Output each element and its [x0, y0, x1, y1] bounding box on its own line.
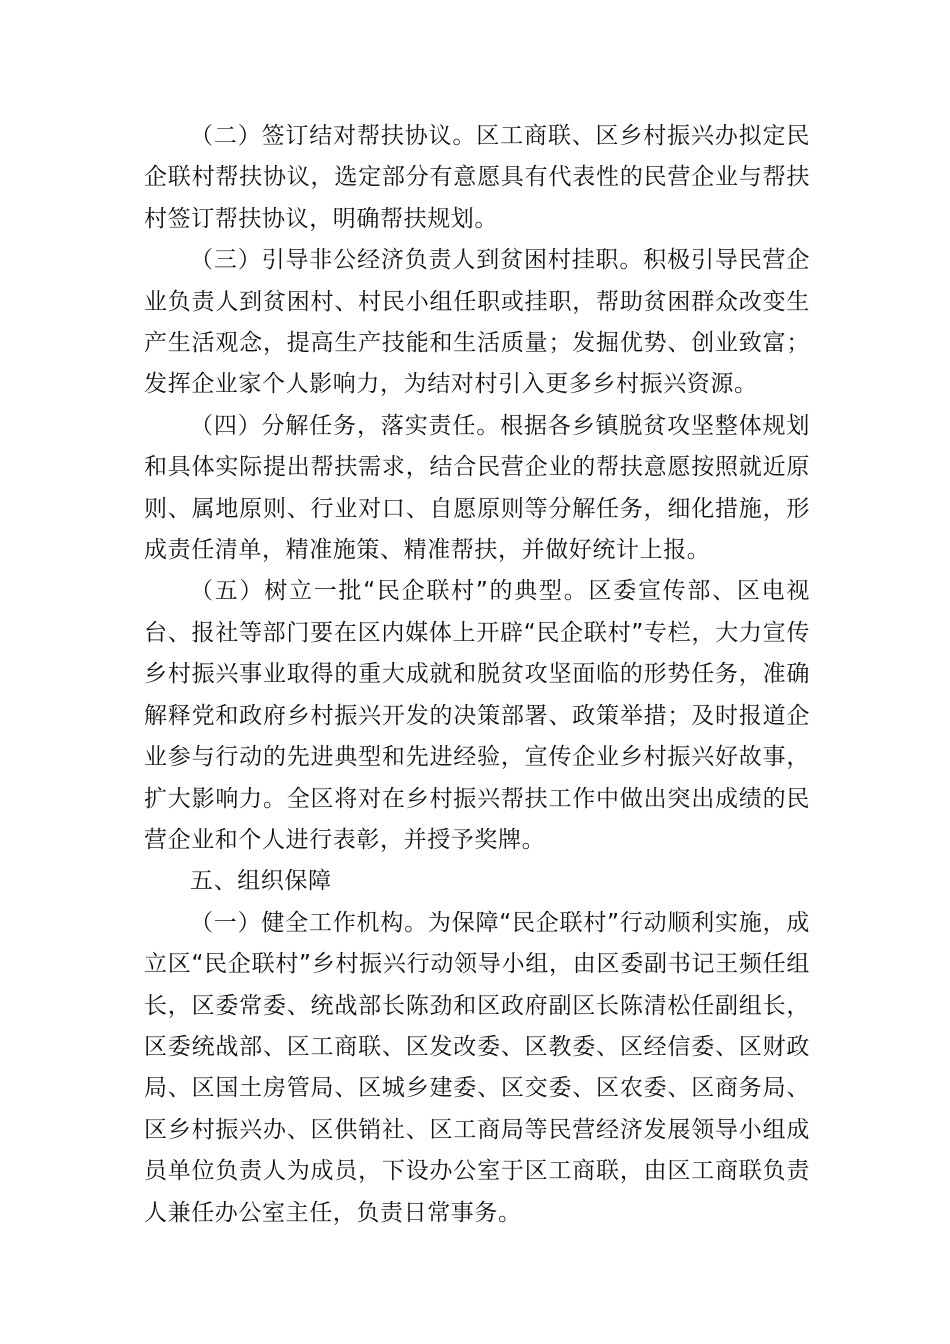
paragraph-work-organization: （一）健全工作机构。为保障“民企联村”行动顺利实施，成立区“民企联村”乡村振兴行动领导小组，由区委副书记王频任组长，区委常委、统战部长陈劲和区政府副区长陈清松任副组长，区委统战部、区工商联、区发改委、区教委、区经信委、区财政局、区国土房管局、区城乡建委、区交委、区农委、区商务局、区乡村振兴办、区供销社、区工商局等民营经济发展领导小组成员单位负责人为成员，下设办公室于区工商联，由区工商联负责人兼任办公室主任，负责日常事务。 — [144, 909, 810, 1226]
section-heading: 五、组织保障 — [190, 868, 332, 895]
paragraph-guide-leaders: （三）引导非公经济负责人到贫困村挂职。积极引导民营企业负责人到贫困村、村民小组任职或挂职，帮助贫困群众改变生产生活观念，提高生产技能和生活质量；发掘优势、创业致富；发挥企业家个人影响力，为结对村引入更多乡村振兴资源。 — [144, 247, 810, 398]
paragraph-decompose-tasks: （四）分解任务，落实责任。根据各乡镇脱贫攻坚整体规划和具体实际提出帮扶需求，结合民营企业的帮扶意愿按照就近原则、属地原则、行业对口、自愿原则等分解任务，细化措施，形成责任清单，精准施策、精准帮扶，并做好统计上报。 — [144, 412, 810, 564]
document-body — [144, 116, 810, 1234]
paragraph-establish-models: （五）树立一批“民企联村”的典型。区委宣传部、区电视台、报社等部门要在区内媒体上开辟“民企联村”专栏，大力宣传乡村振兴事业取得的重大成就和脱贫攻坚面临的形势任务，准确解释党和政府乡村振兴开发的决策部署、政策举措；及时报道企业参与行动的先进典型和先进经验，宣传企业乡村振兴好故事，扩大影响力。全区将对在乡村振兴帮扶工作中做出突出成绩的民营企业和个人进行表彰，并授予奖牌。 — [144, 578, 810, 853]
paragraph-sign-agreement: （二）签订结对帮扶协议。区工商联、区乡村振兴办拟定民企联村帮扶协议，选定部分有意愿具有代表性的民营企业与帮扶村签订帮扶协议，明确帮扶规划。 — [144, 123, 810, 232]
